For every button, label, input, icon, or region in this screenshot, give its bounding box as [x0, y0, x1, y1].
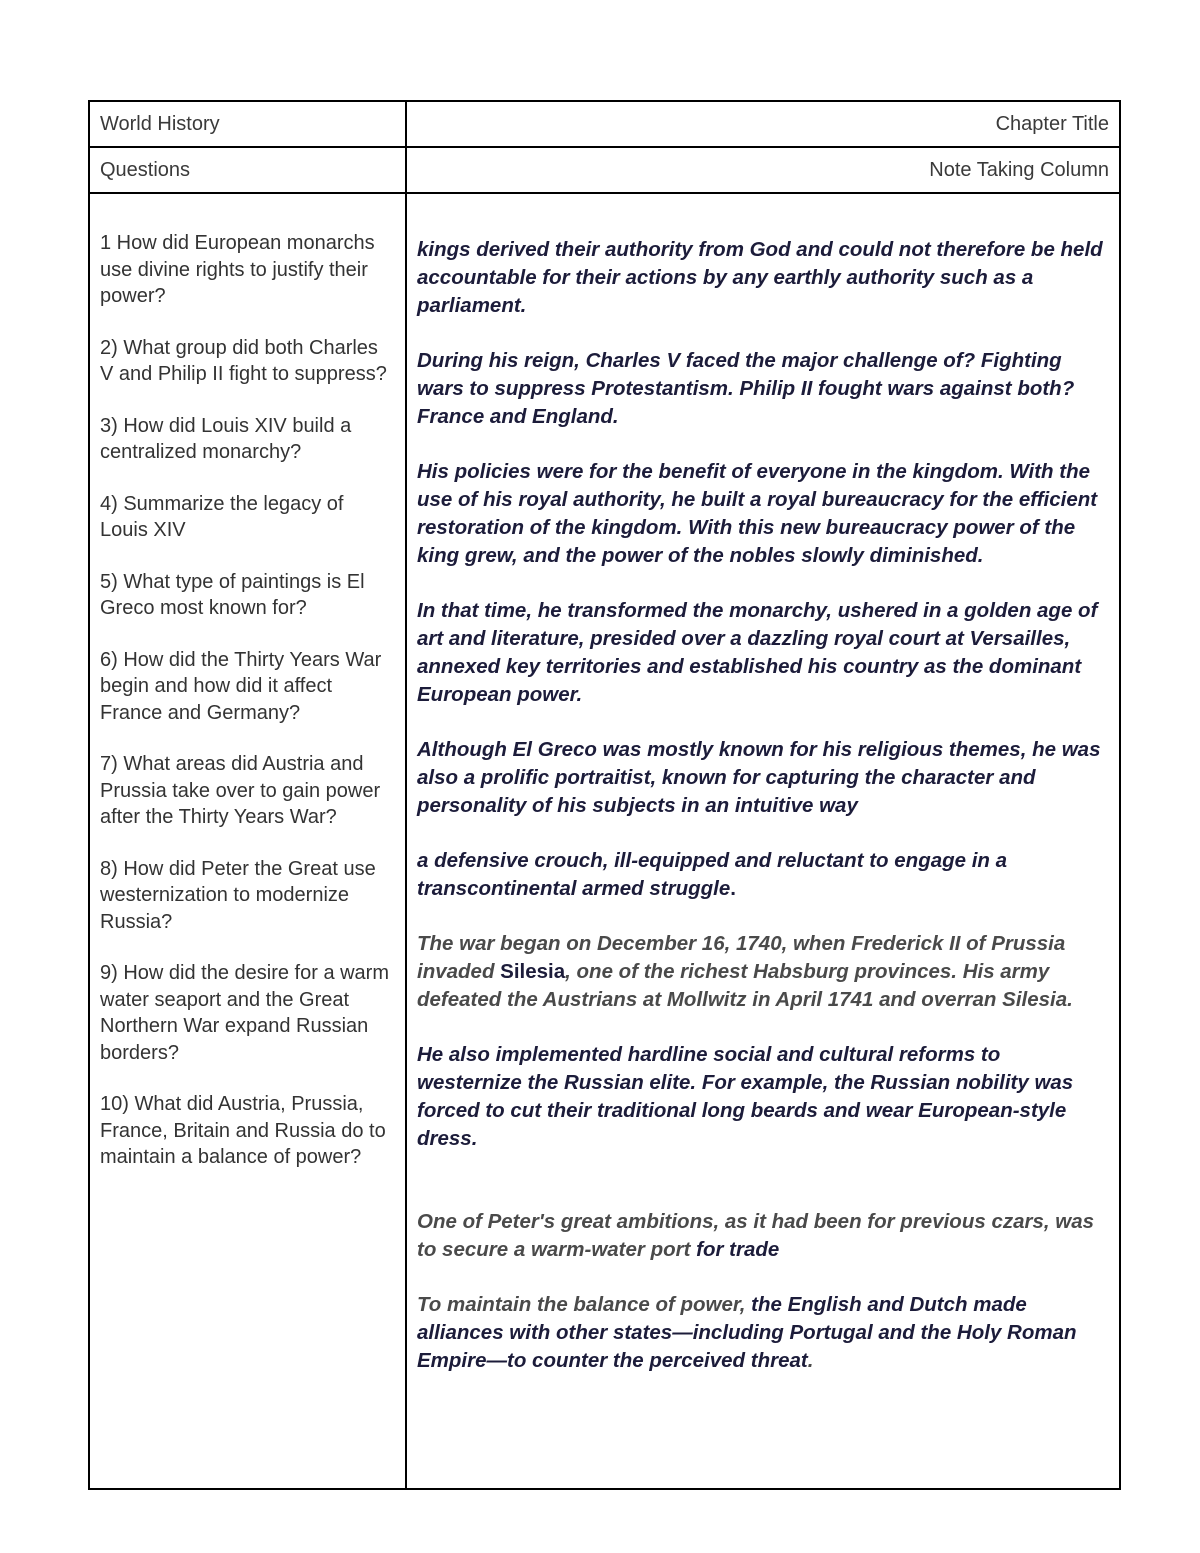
- note-3: His policies were for the benefit of everyone in the kingdom. With the use of his royal authority, he built a royal bureaucracy for the efficient restoration of the kingdom. With this new bureaucracy power of the king grew, and the power of the nobles slowly diminished.: [417, 460, 1098, 567]
- note-10-part-c: .: [807, 1349, 814, 1372]
- note-6: [417, 847, 1109, 903]
- note-5: Although El Greco was mostly known for his religious themes, he was also a prolific portraitist, known for capturing the character and personality of his subjects in an intuitive way: [417, 738, 1101, 817]
- question-6: 6) How did the Thirty Years War begin and how did it affect France and Germany?: [100, 648, 382, 724]
- note-7-part-a: The war began on December 16, 1740, when Frederick II of Prussia invaded: [417, 932, 1066, 983]
- question-4: 4) Summarize the legacy of Louis XIV: [100, 492, 344, 541]
- note-1: kings derived their authority from God and could not therefore be held accountable for their actions by any earthly authority such as a parliament.: [417, 238, 1103, 317]
- note-9-part-a: One of Peter's great ambitions, as it had been for previous czars, was to secure a warm-water port: [417, 1210, 1095, 1261]
- question-10: 10) What did Austria, Prussia, France, Britain and Russia do to maintain a balance of power?: [100, 1093, 386, 1168]
- column-header-row: [89, 147, 1120, 193]
- questions-column: [89, 193, 406, 1489]
- questions-header: Questions: [89, 147, 406, 193]
- note-7-part-c: , one of the richest Habsburg provinces. His army defeated the Austrians at Mollwitz in April 1741 and overran Silesia.: [417, 960, 1073, 1011]
- title-row: [89, 101, 1120, 147]
- note-10: [417, 1291, 1109, 1375]
- question-9: 9) How did the desire for a warm water seaport and the Great Northern War expand Russian borders?: [100, 962, 390, 1064]
- question-2: 2) What group did both Charles V and Philip II fight to suppress?: [100, 336, 387, 385]
- question-3: 3) How did Louis XIV build a centralized monarchy?: [100, 414, 352, 463]
- question-8: 8) How did Peter the Great use westernization to modernize Russia?: [100, 857, 376, 933]
- note-2: During his reign, Charles V faced the major challenge of? Fighting wars to suppress Protestantism. Philip II fought wars against both? France and England.: [417, 349, 1075, 428]
- note-9: [417, 1208, 1109, 1264]
- notes-column: [406, 193, 1120, 1489]
- course-title: World History: [89, 101, 406, 147]
- content-row: [89, 193, 1120, 1489]
- note-8: He also implemented hardline social and cultural reforms to westernize the Russian elite. For example, the Russian nobility was forced to cut their traditional long beards and wear European-style dress.: [417, 1043, 1074, 1150]
- note-6-period: .: [730, 877, 736, 900]
- note-6-text: a defensive crouch, ill-equipped and reluctant to engage in a transcontinental armed struggle: [417, 849, 1008, 900]
- note-4: In that time, he transformed the monarchy, ushered in a golden age of art and literature, presided over a dazzling royal court at Versailles, annexed key territories and established his country as the dominant European power.: [417, 599, 1098, 706]
- cornell-notes-table: [88, 100, 1121, 1490]
- question-1: 1 How did European monarchs use divine rights to justify their power?: [100, 232, 375, 307]
- question-7: 7) What areas did Austria and Prussia take over to gain power after the Thirty Years War?: [100, 753, 381, 828]
- note-spacer: [417, 1180, 1109, 1208]
- note-10-part-b: the English and Dutch made alliances with other states—including Portugal and the Holy Roman Empire—to counter the perceived threat: [417, 1293, 1077, 1372]
- note-9-part-b: for trade: [696, 1238, 780, 1261]
- notes-header: Note Taking Column: [406, 147, 1120, 193]
- chapter-title: Chapter Title: [406, 101, 1120, 147]
- note-7-silesia: Silesia: [500, 960, 566, 983]
- note-10-part-a: To maintain the balance of power,: [417, 1293, 752, 1316]
- note-7: [417, 930, 1109, 1014]
- question-5: 5) What type of paintings is El Greco most known for?: [100, 570, 365, 619]
